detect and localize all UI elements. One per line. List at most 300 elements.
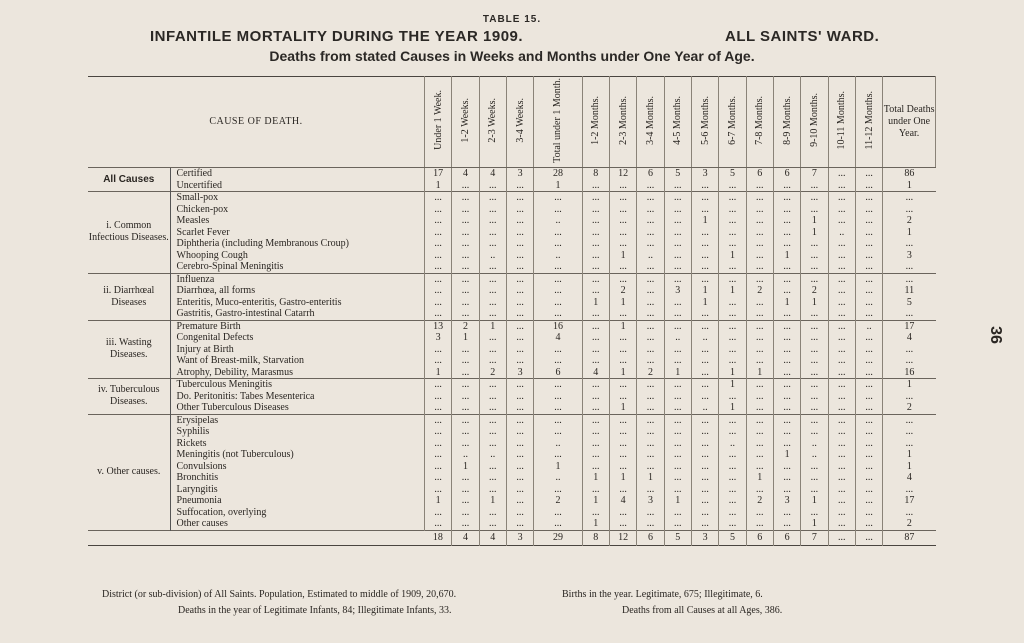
count-cell: ... [479,391,506,403]
count-cell: 3 [664,285,691,297]
row-total-cell: 1 [906,449,912,460]
count-cell: ... [452,495,479,507]
count-cell: ... [452,426,479,438]
count-cell: ... [506,438,533,450]
count-cell: ... [801,192,828,204]
count-cell: ... [691,472,718,484]
count-cell: ... [609,332,636,344]
period-column-header [534,77,582,168]
row-total-cell: ... [883,414,936,426]
row-total-cell: 86 [904,168,915,179]
row-total-cell: 4 [906,332,912,343]
count-cell: 1 [746,472,773,484]
count-cell: ... [773,261,800,273]
count-cell: ... [773,332,800,344]
count-cell: ... [801,204,828,216]
count-cell: ... [534,518,582,530]
count-cell: ... [424,227,451,239]
count-cell: ... [452,308,479,320]
count-cell: ... [801,379,828,391]
count-cell: 7 [801,168,828,180]
count-cell: ... [424,355,451,367]
count-cell: ... [637,484,664,496]
count-cell: ... [582,273,609,285]
count-cell: ... [855,414,882,426]
count-cell: ... [828,426,855,438]
count-cell: ... [637,261,664,273]
count-cell: ... [664,402,691,414]
count-cell: .. [801,449,828,461]
count-cell: ... [828,379,855,391]
count-cell: ... [746,461,773,473]
count-cell: ... [664,426,691,438]
count-cell: ... [424,297,451,309]
count-cell: ... [609,426,636,438]
count-cell: ... [479,355,506,367]
count-cell: ... [746,308,773,320]
table-row [88,438,936,450]
row-total-cell: 17 [883,320,936,332]
count-cell: ... [506,391,533,403]
count-cell: ... [582,391,609,403]
count-cell: ... [801,320,828,332]
count-cell: 6 [637,168,664,180]
page-subtitle: Deaths from stated Causes in Weeks and Months under One Year of Age. [269,48,755,64]
count-cell: ... [746,204,773,216]
count-cell: ... [637,402,664,414]
count-cell: ... [828,344,855,356]
row-total-cell: 5 [906,296,912,308]
count-cell: ... [452,192,479,204]
count-cell: ... [479,518,506,530]
count-cell: ... [719,507,746,519]
count-cell: ... [801,426,828,438]
count-cell: ... [424,472,451,484]
count-cell: ... [582,204,609,216]
count-cell: ... [801,507,828,519]
table-row [88,414,936,426]
count-cell: 28 [534,168,582,180]
count-cell: ... [452,379,479,391]
count-cell: ... [828,484,855,496]
period-header-label: 6-7 Months. [726,95,738,145]
period-column-header [582,77,609,168]
count-cell: ... [855,461,882,473]
count-cell: ... [534,355,582,367]
count-cell: ... [452,518,479,530]
count-cell: ... [582,261,609,273]
count-cell: ... [479,507,506,519]
total-column-header: Total Deaths under One Year. [883,77,936,168]
count-cell: ... [609,261,636,273]
count-cell: ... [506,344,533,356]
count-cell: ... [746,320,773,332]
count-cell: ... [609,273,636,285]
count-cell: 1 [424,367,451,379]
cause-label: Do. Peritonitis: Tabes Mesenterica [170,391,424,403]
count-cell: 2 [746,285,773,297]
count-cell: ... [452,355,479,367]
count-cell: ... [855,449,882,461]
count-cell: ... [452,438,479,450]
table-row [88,391,936,403]
count-cell: ... [773,355,800,367]
count-cell: ... [506,250,533,262]
count-cell: ... [719,227,746,239]
count-cell: ... [773,518,800,530]
count-cell: ... [479,273,506,285]
count-cell: ... [452,507,479,519]
count-cell: ... [855,192,882,204]
count-cell: ... [719,461,746,473]
count-cell: ... [582,320,609,332]
count-cell: ... [479,238,506,250]
count-cell: ... [828,461,855,473]
count-cell: ... [855,391,882,403]
count-cell: 12 [609,168,636,180]
cause-label: Diarrhœa, all forms [170,285,424,297]
column-total-cell: ... [828,530,855,545]
count-cell: ... [452,238,479,250]
count-cell: ... [828,297,855,309]
count-cell: ... [582,285,609,297]
count-cell: ... [855,227,882,239]
count-cell: ... [719,414,746,426]
count-cell: ... [637,438,664,450]
table-label: TABLE 15. [482,14,542,25]
count-cell: ... [609,308,636,320]
cause-label: Congenital Defects [170,332,424,344]
count-cell: ... [506,192,533,204]
row-total-cell: ... [905,343,914,355]
count-cell: ... [664,227,691,239]
row-total-cell: 1 [883,379,936,391]
count-cell: ... [479,461,506,473]
table-row [88,261,936,273]
count-cell: ... [801,402,828,414]
period-column-header [452,77,479,168]
count-cell: ... [773,180,800,192]
count-cell: ... [424,285,451,297]
count-cell: ... [479,227,506,239]
table-row [88,461,936,473]
count-cell: 1 [773,250,800,262]
count-cell: ... [773,391,800,403]
count-cell: ... [506,180,533,192]
count-cell: ... [801,484,828,496]
footer-deaths-infants: Deaths in the year of Legitimate Infants, 84; Illegitimate Infants, 33. [178,605,452,616]
count-cell: ... [801,332,828,344]
count-cell: ... [801,391,828,403]
count-cell: 4 [582,367,609,379]
count-cell: ... [637,518,664,530]
period-header-label: 3-4 Months. [644,95,656,145]
count-cell: 1 [719,402,746,414]
count-cell: ... [506,507,533,519]
count-cell: ... [773,367,800,379]
count-cell: 1 [719,367,746,379]
table-row [88,180,936,192]
count-cell: ... [746,261,773,273]
count-cell: ... [534,426,582,438]
count-cell: ... [609,461,636,473]
count-cell: ... [746,391,773,403]
count-cell: ... [506,215,533,227]
count-cell: ... [424,250,451,262]
row-total-cell: ... [905,203,914,215]
count-cell: ... [828,507,855,519]
column-total-cell: 18 [424,530,451,545]
table-row [88,297,936,309]
count-cell: ... [424,507,451,519]
count-cell: 1 [691,297,718,309]
count-cell: ... [801,472,828,484]
count-cell: ... [479,261,506,273]
count-cell: 3 [506,168,533,180]
count-cell: 4 [479,168,506,180]
count-cell: ... [506,227,533,239]
count-cell: ... [664,518,691,530]
count-cell: 1 [452,332,479,344]
count-cell: ... [691,426,718,438]
period-column-header [479,77,506,168]
count-cell: ... [534,261,582,273]
count-cell: ... [664,507,691,519]
column-total-cell: 4 [479,530,506,545]
count-cell: ... [637,285,664,297]
count-cell: ... [479,215,506,227]
count-cell: 1 [582,472,609,484]
count-cell: ... [534,344,582,356]
count-cell: ... [773,402,800,414]
period-header-label: 5-6 Months. [699,95,711,145]
count-cell: ... [828,367,855,379]
period-header-label: 9-10 Months. [808,93,820,148]
count-cell: ... [691,518,718,530]
table-row [88,227,936,239]
count-cell: ... [609,204,636,216]
row-total-cell: ... [883,273,936,285]
count-cell: ... [664,320,691,332]
count-cell: ... [637,297,664,309]
count-cell: ... [691,414,718,426]
count-cell: ... [534,507,582,519]
count-cell: ... [828,180,855,192]
count-cell: ... [582,379,609,391]
count-cell: ... [452,215,479,227]
table-row [88,250,936,262]
count-cell: ... [773,238,800,250]
count-cell: ... [664,250,691,262]
count-cell: ... [637,391,664,403]
count-cell: ... [773,227,800,239]
count-cell: ... [506,426,533,438]
count-cell: ... [479,472,506,484]
count-cell: ... [828,250,855,262]
count-cell: ... [582,344,609,356]
column-total-cell: 3 [506,530,533,545]
count-cell: ... [719,472,746,484]
count-cell: ... [855,308,882,320]
row-total-cell: 2 [906,518,912,529]
column-total-cell: 5 [719,530,746,545]
count-cell: ... [746,273,773,285]
period-header-label: 4-5 Months. [672,95,684,145]
count-cell: ... [534,379,582,391]
column-total-cell: 4 [452,530,479,545]
count-cell: ... [424,344,451,356]
count-cell: ... [424,449,451,461]
row-total-cell: 3 [906,249,912,261]
cause-label: Cerebro-Spinal Meningitis [170,261,424,273]
table-row [88,484,936,496]
count-cell: ... [855,379,882,391]
count-cell: ... [664,344,691,356]
count-cell: ... [746,250,773,262]
count-cell: ... [424,192,451,204]
count-cell: ... [746,238,773,250]
count-cell: ... [637,507,664,519]
count-cell: ... [609,414,636,426]
count-cell: 2 [534,495,582,507]
count-cell: ... [637,227,664,239]
count-cell: ... [719,297,746,309]
column-total-cell: 12 [609,530,636,545]
column-total-cell: 6 [773,530,800,545]
count-cell: 1 [534,180,582,192]
page-title: INFANTILE MORTALITY DURING THE YEAR 1909. [150,28,524,45]
count-cell: ... [773,379,800,391]
cause-group-label: i. Common Infectious Diseases. [88,192,170,274]
count-cell: ... [506,285,533,297]
count-cell: ... [828,449,855,461]
count-cell: ... [452,250,479,262]
count-cell: ... [828,204,855,216]
count-cell: ... [691,449,718,461]
count-cell: ... [855,238,882,250]
count-cell: ... [582,355,609,367]
row-total-cell: 2 [906,215,912,226]
cause-label: Scarlet Fever [170,227,424,239]
count-cell: ... [424,426,451,438]
cause-label: Atrophy, Debility, Marasmus [170,367,424,379]
count-cell: .. [534,215,582,227]
count-cell: ... [452,180,479,192]
count-cell: ... [746,449,773,461]
count-cell: ... [534,204,582,216]
count-cell: ... [664,308,691,320]
count-cell: 13 [424,320,451,332]
count-cell: ... [506,355,533,367]
count-cell: ... [664,379,691,391]
count-cell: ... [479,438,506,450]
column-total-cell: 7 [801,530,828,545]
count-cell: ... [452,414,479,426]
count-cell: ... [855,297,882,309]
count-cell: ... [534,238,582,250]
count-cell: ... [855,344,882,356]
count-cell: ... [828,308,855,320]
cause-column-header: CAUSE OF DEATH. [88,77,424,168]
count-cell: ... [664,204,691,216]
row-total-cell: ... [905,261,914,272]
period-header-label: Total under 1 Month. [552,77,564,163]
count-cell: ... [506,461,533,473]
count-cell: ... [479,344,506,356]
count-cell: ... [719,273,746,285]
count-cell: ... [637,426,664,438]
count-cell: ... [664,484,691,496]
table-row [88,238,936,250]
count-cell: ... [746,332,773,344]
count-cell: ... [719,484,746,496]
period-header-label: 3-4 Weeks. [514,97,526,143]
count-cell: ... [855,472,882,484]
period-header-label: 1-2 Weeks. [459,97,471,143]
count-cell: ... [664,472,691,484]
count-cell: ... [534,449,582,461]
count-cell: ... [773,320,800,332]
count-cell: ... [452,344,479,356]
count-cell: ... [855,215,882,227]
count-cell: ... [719,355,746,367]
ward-name: ALL SAINTS' WARD. [725,28,880,45]
count-cell: 1 [582,495,609,507]
count-cell: ... [479,332,506,344]
count-cell: ... [828,215,855,227]
period-column-header [828,77,855,168]
period-column-header [746,77,773,168]
count-cell: ... [746,438,773,450]
count-cell: ... [424,273,451,285]
count-cell: ... [479,426,506,438]
column-total-cell: 5 [664,530,691,545]
cause-label: Chicken-pox [170,204,424,216]
count-cell: ... [452,297,479,309]
count-cell: ... [479,204,506,216]
cause-label: Bronchitis [170,472,424,484]
count-cell: ... [637,355,664,367]
count-cell: ... [479,414,506,426]
count-cell: ... [828,355,855,367]
count-cell: .. [534,250,582,262]
period-column-header [691,77,718,168]
count-cell: 1 [801,297,828,309]
count-cell: 1 [534,461,582,473]
count-cell: ... [506,261,533,273]
count-cell: ... [506,484,533,496]
count-cell: ... [828,414,855,426]
count-cell: ... [424,261,451,273]
period-column-header [719,77,746,168]
page-number: 36 [986,326,1004,344]
table-row [88,273,936,285]
count-cell: .. [691,332,718,344]
count-cell: ... [664,355,691,367]
row-total-cell: ... [905,308,914,319]
table-row [88,168,936,180]
count-cell: ... [801,344,828,356]
cause-label: Convulsions [170,461,424,473]
count-cell: ... [506,273,533,285]
row-total-cell: ... [905,506,914,518]
count-cell: 1 [691,285,718,297]
count-cell: ... [801,180,828,192]
row-total-cell: 4 [906,472,912,483]
totals-row [88,530,936,545]
count-cell: ... [506,449,533,461]
count-cell: ... [691,180,718,192]
